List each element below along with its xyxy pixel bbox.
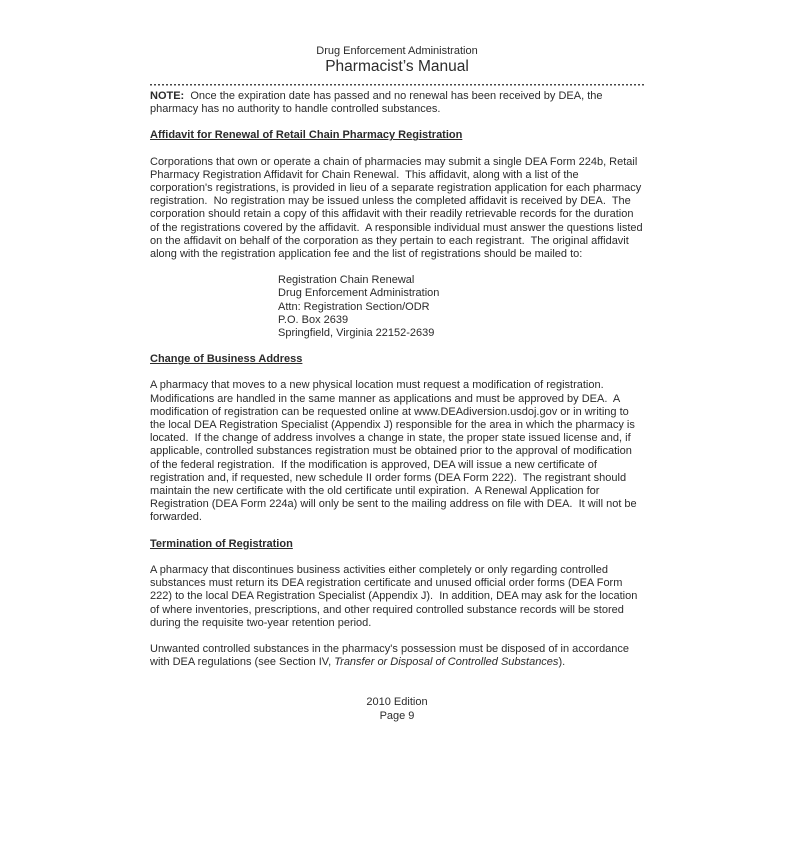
address-line: Drug Enforcement Administration [278,287,440,300]
address-line: P.O. Box 2639 [278,313,349,326]
termination-paragraph-2-suffix: ). [558,656,566,669]
section-heading-affidavit: Affidavit for Renewal of Retail Chain Pharmacy Registration [150,129,463,142]
change-of-address-paragraph: A pharmacy that moves to a new physical location must request a modification of registration. Modifications are handled in the same manner as applications and must be approved by DEA. A modification of registration can be requested online at www.DEAdiversion.usdoj.gov or in writing to the local DEA Registration Specialist (Appendix J) responsible for the area in which the pharmacy is located. If the change of address involves a change in state, the proper state issued license and, if applicable, controlled substances registration must be obtained prior to the approval of modification of the federal registration. If the modification is approved, DEA will issue a new certificate of registration and, if requested, new schedule II order forms (DEA Form 222). The registrant should maintain the new certificate with the old certificate until expiration. A Renewal Application for Registration (DEA Form 224a) will only be sent to the mailing address on file with DEA. It will not be forwarded. [150,379,640,524]
page-footer [150,696,644,722]
mailing-address [278,274,644,340]
termination-paragraph-1: A pharmacy that discontinues business activities either completely or only regarding controlled substances must return its DEA registration certificate and unused official order forms (DEA Form 222) to the local DEA Registration Specialist (Appendix J). In addition, DEA may ask for the location of where inventories, prescriptions, and other required controlled substance records will be stored during the requisite two-year retention period. [150,563,641,629]
document-title: Pharmacist’s Manual [325,58,469,75]
agency-name: Drug Enforcement Administration [316,45,478,57]
note-label: NOTE: [150,90,185,102]
termination-paragraph-2 [150,643,644,669]
section-heading-change-of-address: Change of Business Address [150,353,303,366]
document-content [150,44,644,723]
affidavit-paragraph: Corporations that own or operate a chain of pharmacies may submit a single DEA Form 224b, Retail Pharmacy Registration Affidavit for Chain Renewal. This affidavit, along with a list of the corporation's registrations, is provided in lieu of a separate registration application for each pharmacy registration. No registration may be issued unless the completed affidavit is received by DEA. The corporation should retain a copy of this affidavit with their readily retrievable records for the duration of the registrations covered by the affidavit. A responsible individual must answer the questions listed on the affidavit on behalf of the corporation as they pertain to each registrant. The original affidavit along with the registration application fee and the list of registrations should be mailed to: [150,155,646,261]
termination-paragraph-2-text: Unwanted controlled substances in the pharmacy's possession must be disposed of in accordance with DEA regulations (see Section IV, [150,642,633,669]
section-heading-termination: Termination of Registration [150,537,293,550]
note-paragraph [150,90,644,116]
document-header [150,44,644,76]
header-divider [150,84,644,86]
address-line: Registration Chain Renewal [278,274,415,287]
edition-label: 2010 Edition [366,696,428,709]
address-line: Springfield, Virginia 22152-2639 [278,327,435,340]
termination-paragraph-2-italic-title: Transfer or Disposal of Controlled Substances [334,656,559,669]
address-line: Attn: Registration Section/ODR [278,300,430,313]
note-text: Once the expiration date has passed and no renewal has been received by DEA, the pharmacy has no authority to handle controlled substances. [150,90,606,116]
page-number: Page 9 [379,709,415,722]
